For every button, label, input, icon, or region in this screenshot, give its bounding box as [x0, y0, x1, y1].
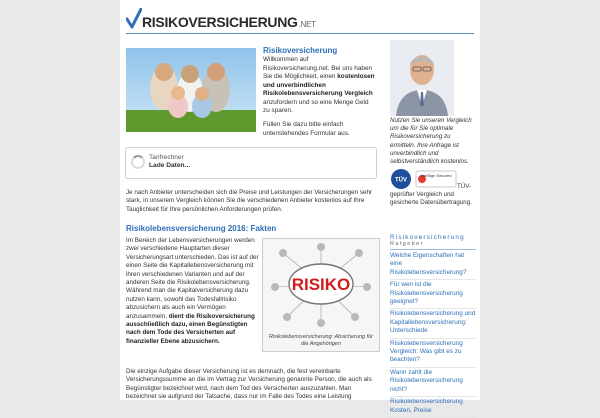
ratgeber-heading	[390, 234, 476, 250]
logo-name: RISIKOVERSICHERUNG	[142, 14, 298, 30]
tuv-suffix: TÜV-	[457, 183, 472, 190]
trust-text: geprüfter Vergleich und gesicherte Datenübertragung.	[390, 191, 472, 207]
loading-spinner-icon	[131, 155, 145, 169]
risiko-word: RISIKO	[291, 275, 351, 294]
ratgeber-link[interactable]: Wann zahlt die Risikolebensversicherung nicht?	[390, 368, 476, 397]
intro-hint: Füllen Sie dazu bitte einfach untenstehendes Formular aus.	[263, 121, 350, 137]
site-logo[interactable]	[142, 14, 316, 30]
facts-heading: Risikolebensversicherung 2016: Fakten	[126, 224, 277, 233]
sidebar-note: Nutzen Sie unseren Vergleich um die für Sie optimale Risikoversicherung zu ermitteln. Ihre Anfrage ist unverbindlich und selbstverständlich kostenlos.	[390, 117, 472, 166]
facts-text: Im Bereich der Lebensversicherungen werden zwei verschiedene Hauptarten dieser Versicherungsart unterschieden. Das ist auf der einen Seite die Kapitallebensversicherung mit ihren verschiedenen Varianten und auf der anderen Seite die Risikolebensversicherung. Während man die Kapitalversicherung dazu nutzen kann, sowohl das Todesfallrisiko abzusichern als auch ein Vermögen anzusammeln, dient die Risikoversicherung ausschließlich dazu, einen Begünstigten nach dem Tode des Versicherten auf finanzieller Ebene abzusichern.	[126, 237, 259, 345]
logo-tld: .NET	[298, 20, 316, 29]
ratgeber-link[interactable]: Risikolebensversicherung Kosten, Preise	[390, 397, 476, 418]
calculator-status: Lade Daten...	[149, 162, 191, 169]
ratgeber-link[interactable]: Für wen ist die Risikolebensversicherung geeignet?	[390, 280, 476, 309]
family-hero-image	[126, 48, 256, 132]
intro-title: Risikoversicherung	[263, 46, 338, 55]
ratgeber-link[interactable]: Welche Eigenschaften hat eine Risikolebensversicherung?	[390, 251, 476, 280]
tarifrechner-widget[interactable]	[125, 147, 377, 179]
svg-text:TÜV: TÜV	[395, 177, 407, 184]
ratgeber-title: Risikoversicherung	[390, 234, 465, 241]
risiko-diagram	[263, 239, 379, 331]
checkmark-logo-icon	[126, 8, 142, 30]
calculator-title: Tarifrechner	[149, 154, 184, 161]
definition-paragraph: Die einzige Aufgabe dieser Versicherung ist es demnach, die fest vereinbarte Versicherungssumme an die im Vertrag zur Versicherung genannte Person, die auch als Begünstigter bezeichnet wird, nach dem Tod des Versicherten auszuzahlen. Man bezeichnet sie aufgrund der Tatsache, dass nur im Falle des Todes eine Leistung	[126, 368, 372, 401]
ratgeber-link-list	[390, 251, 476, 418]
figure-caption: Risikolebensversicherung: Absicherung für die Angehörigen	[268, 334, 374, 347]
ratgeber-link[interactable]: Risikolebensversicherung und Kapitallebensversicherung: Unterschiede	[390, 309, 476, 338]
page	[120, 0, 480, 414]
ratgeber-subtitle: Ratgeber	[390, 241, 424, 247]
provider-comparison-paragraph: Je nach Anbieter unterscheiden sich die Preise und Leistungen der Versicherungen sehr stark, in unserem Vergleich können Sie die verschiedenen Anbieter kostenlos auf Ihre Tauglichkeit für Ihre persönlichen Anforderungen prüfen.	[126, 189, 373, 213]
header-divider	[126, 33, 474, 34]
ratgeber-link[interactable]: Risikolebensversicherung Vergleich: Was gibt es zu beachten?	[390, 339, 476, 368]
risiko-figure	[262, 238, 380, 352]
site-header	[126, 6, 386, 32]
intro-text: Willkommen auf Risikoversicherung.net. Bei uns haben Sie die Möglichkeit, einen kostenlosen und unverbindlichen Risikolebensversicherung Vergleich anzufordern und so eine Menge Geld zu sparen.	[263, 56, 375, 114]
advisor-photo	[390, 40, 454, 116]
svg-text:VeriSign Secured: VeriSign Secured	[420, 173, 452, 178]
